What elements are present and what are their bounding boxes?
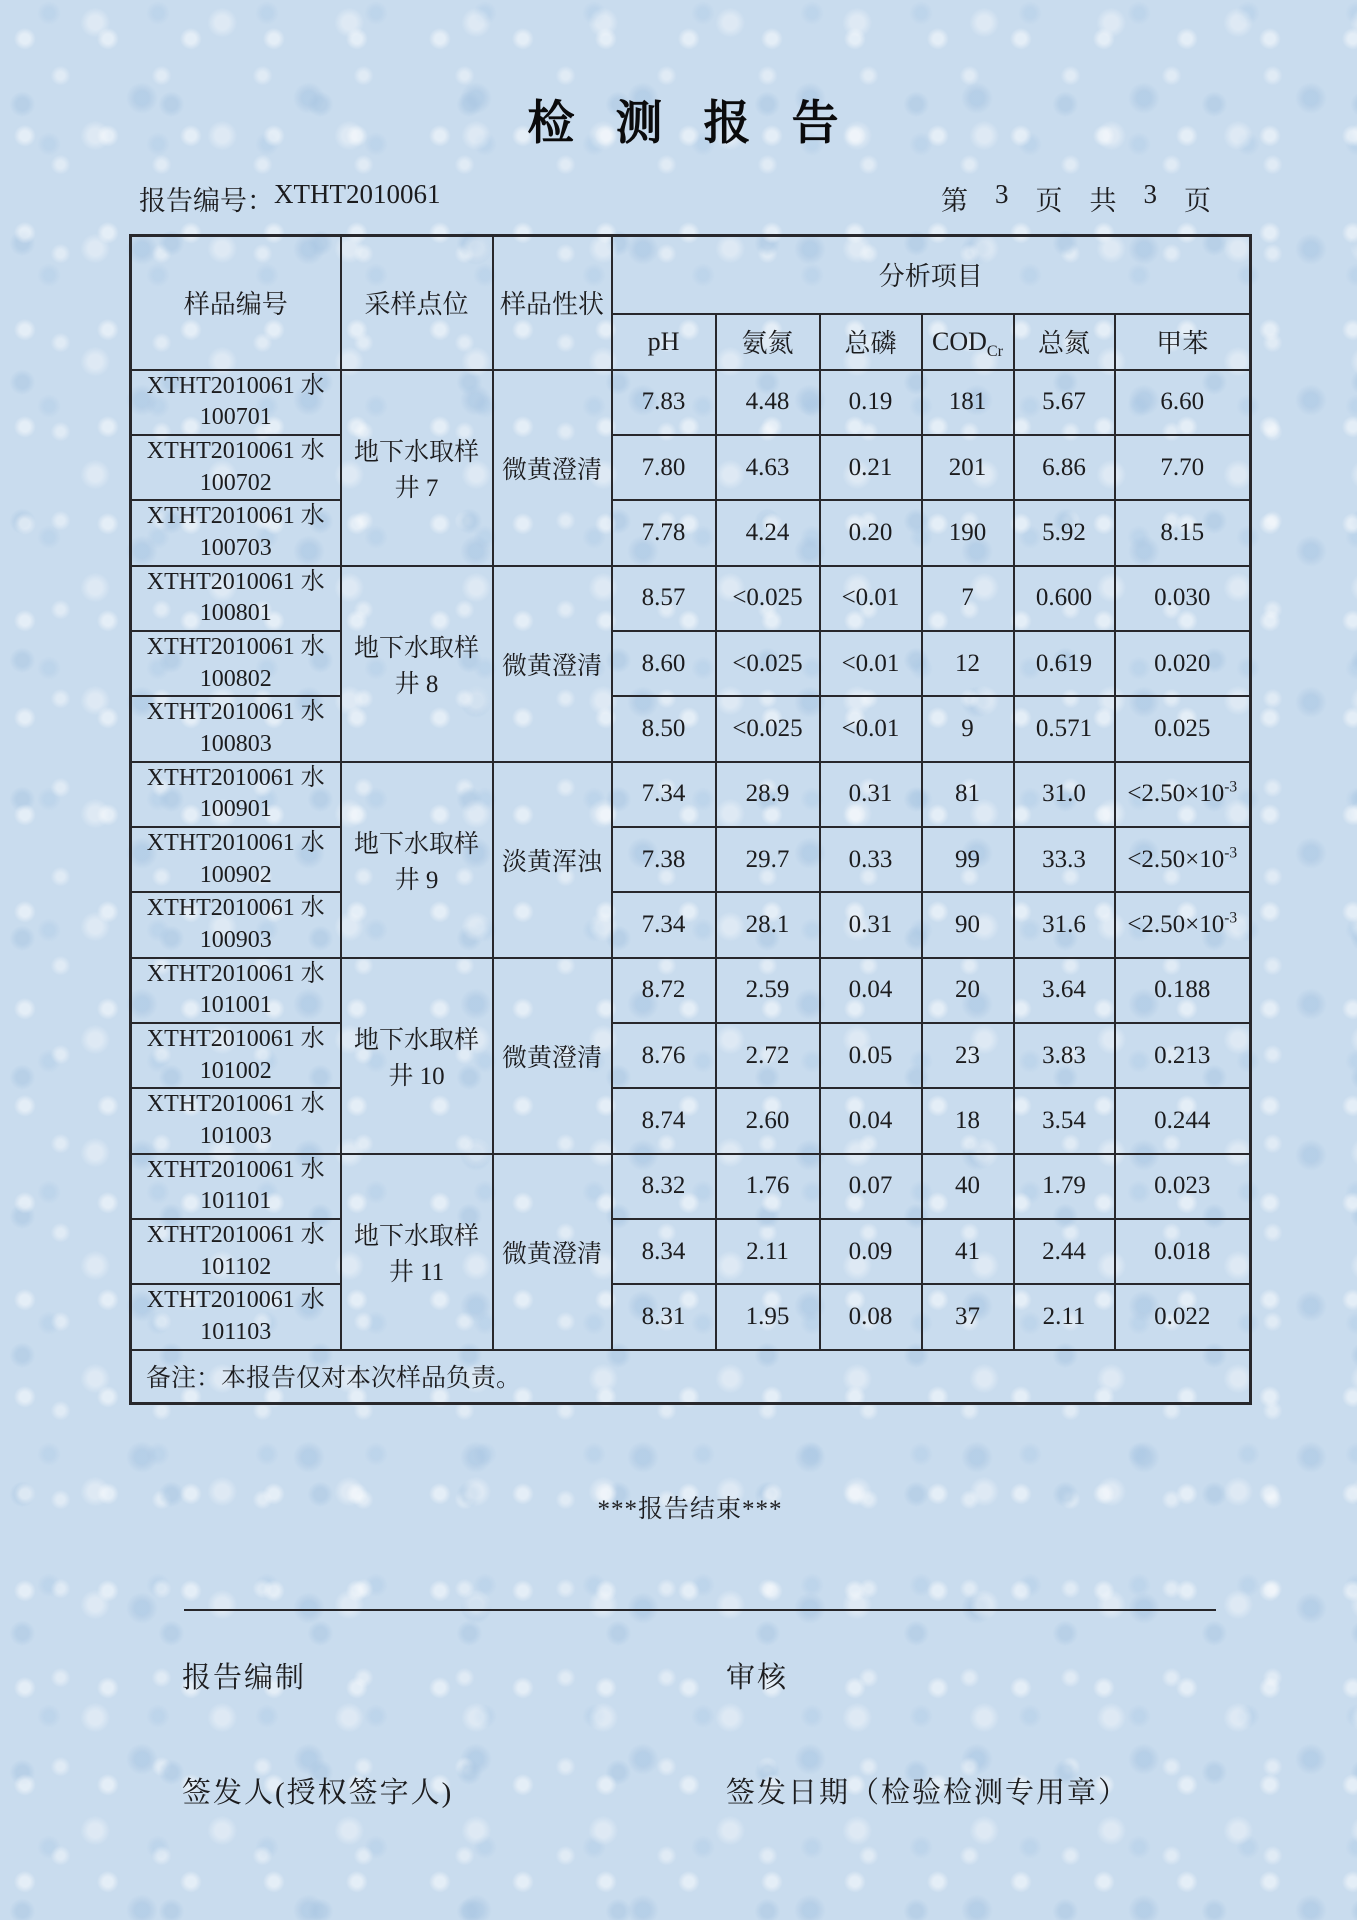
param-header-cod [922, 314, 1014, 370]
value-cell: $<2.50\times 10^{-3}$ [1115, 762, 1251, 827]
value-cell: 8.57 [612, 566, 716, 631]
value-cell: 2.72 [716, 1023, 820, 1088]
sample-character-cell: 微黄澄清 [493, 566, 612, 762]
value-cell: 9 [922, 696, 1014, 761]
value-cell: 1.95 [716, 1284, 820, 1349]
sample-character-cell: 微黄澄清 [493, 958, 612, 1154]
value-cell: 3.54 [1014, 1088, 1115, 1153]
sampling-point-cell: 地下水取样 井 11 [341, 1154, 493, 1350]
sample-id-cell: XTHT2010061 水 100801 [131, 566, 341, 631]
footer-row-issue [129, 1770, 1251, 1811]
value-cell: 2.59 [716, 958, 820, 1023]
table-row [131, 827, 1251, 892]
value-cell: 0.20 [820, 500, 922, 565]
value-cell: 2.11 [716, 1219, 820, 1284]
table-row [131, 762, 1251, 827]
value-cell: 190 [922, 500, 1014, 565]
sample-character-cell: 微黄澄清 [493, 370, 612, 566]
value-cell: 5.92 [1014, 500, 1115, 565]
value-cell: <0.01 [820, 631, 922, 696]
value-cell: 0.020 [1115, 631, 1251, 696]
sample-character-cell: 微黄澄清 [493, 1154, 612, 1350]
value-cell: 0.188 [1115, 958, 1251, 1023]
table-row [131, 1088, 1251, 1153]
value-cell: 8.76 [612, 1023, 716, 1088]
table-row [131, 631, 1251, 696]
sample-id-cell: XTHT2010061 水 101003 [131, 1088, 341, 1153]
table-row [131, 500, 1251, 565]
value-cell: 12 [922, 631, 1014, 696]
value-cell: 4.48 [716, 370, 820, 435]
value-cell: 28.1 [716, 892, 820, 957]
analysis-results-table [129, 234, 1252, 1405]
value-cell: 3.64 [1014, 958, 1115, 1023]
value-cell: 0.31 [820, 892, 922, 957]
value-cell: 99 [922, 827, 1014, 892]
value-cell: 0.04 [820, 1088, 922, 1153]
sample-id-cell: XTHT2010061 水 100703 [131, 500, 341, 565]
value-cell: <0.025 [716, 696, 820, 761]
value-cell: 0.07 [820, 1154, 922, 1219]
value-cell: 4.63 [716, 435, 820, 500]
table-head [131, 236, 1251, 370]
sample-id-cell: XTHT2010061 水 101001 [131, 958, 341, 1023]
value-cell: 0.022 [1115, 1284, 1251, 1349]
sample-id-cell: XTHT2010061 水 101102 [131, 1219, 341, 1284]
value-cell: 0.09 [820, 1219, 922, 1284]
col-header-sampling-point: 采样点位 [341, 236, 493, 370]
value-cell: $<2.50\times 10^{-3}$ [1115, 892, 1251, 957]
report-title: 检 测 报 告 [527, 96, 853, 149]
table-row [131, 1219, 1251, 1284]
value-cell: 0.619 [1014, 631, 1115, 696]
value-cell: 7.70 [1115, 435, 1251, 500]
page-current: 3 [995, 179, 1009, 209]
value-cell: 5.67 [1014, 370, 1115, 435]
value-cell: 8.74 [612, 1088, 716, 1153]
value-cell: 7.38 [612, 827, 716, 892]
col-header-sample-character: 样品性状 [493, 236, 612, 370]
value-cell: 6.86 [1014, 435, 1115, 500]
value-cell: 0.213 [1115, 1023, 1251, 1088]
sample-id-cell: XTHT2010061 水 100902 [131, 827, 341, 892]
value-cell: 7.34 [612, 892, 716, 957]
page-word-gong: 共 [1089, 186, 1117, 216]
value-cell: 0.025 [1115, 696, 1251, 761]
param-header-ph: pH [612, 314, 716, 370]
report-content [129, 0, 1251, 1811]
sampling-point-cell: 地下水取样 井 7 [341, 370, 493, 566]
sample-id-cell: XTHT2010061 水 101103 [131, 1284, 341, 1349]
value-cell: <0.01 [820, 696, 922, 761]
value-cell: 41 [922, 1219, 1014, 1284]
table-body [131, 370, 1251, 1350]
value-cell: 90 [922, 892, 1014, 957]
value-cell: 7 [922, 566, 1014, 631]
table-row [131, 1023, 1251, 1088]
sample-id-cell: XTHT2010061 水 100702 [131, 435, 341, 500]
value-cell: 29.7 [716, 827, 820, 892]
signature-divider [184, 1609, 1216, 1611]
value-cell: 8.50 [612, 696, 716, 761]
value-cell: 8.60 [612, 631, 716, 696]
footer-row-prepared [129, 1655, 1251, 1696]
value-cell: 1.79 [1014, 1154, 1115, 1219]
value-cell: 0.19 [820, 370, 922, 435]
sample-id-cell: XTHT2010061 水 100803 [131, 696, 341, 761]
table-row [131, 370, 1251, 435]
value-cell: 0.33 [820, 827, 922, 892]
value-cell: 18 [922, 1088, 1014, 1153]
value-cell: 0.023 [1115, 1154, 1251, 1219]
value-cell: 23 [922, 1023, 1014, 1088]
sampling-point-cell: 地下水取样 井 9 [341, 762, 493, 958]
sample-id-cell: XTHT2010061 水 100802 [131, 631, 341, 696]
value-cell: $<2.50\times 10^{-3}$ [1115, 827, 1251, 892]
value-cell: 8.31 [612, 1284, 716, 1349]
value-cell: 0.05 [820, 1023, 922, 1088]
issuer-label: 签发人(授权签字人) [182, 1777, 454, 1810]
value-cell: 3.83 [1014, 1023, 1115, 1088]
sampling-point-cell: 地下水取样 井 8 [341, 566, 493, 762]
page-indicator [941, 179, 1211, 218]
value-cell: 0.31 [820, 762, 922, 827]
value-cell: 37 [922, 1284, 1014, 1349]
param-header-total-phosphorus: 总磷 [820, 314, 922, 370]
value-cell: 2.60 [716, 1088, 820, 1153]
sample-id-cell: XTHT2010061 水 101101 [131, 1154, 341, 1219]
value-cell: <0.01 [820, 566, 922, 631]
value-cell: 1.76 [716, 1154, 820, 1219]
sample-character-cell: 淡黄浑浊 [493, 762, 612, 958]
table-row [131, 1284, 1251, 1349]
value-cell: 8.32 [612, 1154, 716, 1219]
value-cell: 201 [922, 435, 1014, 500]
table-row [131, 566, 1251, 631]
value-cell: 40 [922, 1154, 1014, 1219]
value-cell: 0.030 [1115, 566, 1251, 631]
value-cell: 31.6 [1014, 892, 1115, 957]
value-cell: 181 [922, 370, 1014, 435]
value-cell: 0.04 [820, 958, 922, 1023]
prepared-by-label: 报告编制 [182, 1662, 307, 1695]
value-cell: 2.44 [1014, 1219, 1115, 1284]
page-word-ye: 页 [1035, 186, 1063, 216]
sample-id-cell: XTHT2010061 水 100901 [131, 762, 341, 827]
issue-date-label: 签发日期（检验检测专用章） [726, 1777, 1130, 1810]
param-header-ammonia-nitrogen: 氨氮 [716, 314, 820, 370]
report-number-label: 报告编号： [139, 186, 274, 216]
table-note-section [131, 1350, 1251, 1404]
value-cell: 0.018 [1115, 1219, 1251, 1284]
value-cell: 6.60 [1115, 370, 1251, 435]
cod-subscript: Cr [986, 342, 1003, 360]
report-number [139, 179, 440, 218]
value-cell: 4.24 [716, 500, 820, 565]
reviewer-label: 审核 [726, 1662, 789, 1695]
sample-id-cell: XTHT2010061 水 101002 [131, 1023, 341, 1088]
value-cell: 31.0 [1014, 762, 1115, 827]
value-cell: 0.600 [1014, 566, 1115, 631]
param-header-toluene: 甲苯 [1115, 314, 1251, 370]
value-cell: 81 [922, 762, 1014, 827]
value-cell: 8.34 [612, 1219, 716, 1284]
value-cell: 7.83 [612, 370, 716, 435]
note-row [131, 1350, 1251, 1404]
report-meta-row [129, 179, 1251, 218]
value-cell: 20 [922, 958, 1014, 1023]
value-cell: 7.34 [612, 762, 716, 827]
col-header-analysis-items: 分析项目 [612, 236, 1251, 314]
value-cell: <0.025 [716, 631, 820, 696]
table-row [131, 958, 1251, 1023]
page-word-ye2: 页 [1184, 186, 1211, 216]
table-row [131, 435, 1251, 500]
value-cell: 0.571 [1014, 696, 1115, 761]
table-row [131, 892, 1251, 957]
report-number-value: XTHT2010061 [274, 179, 441, 209]
value-cell: 28.9 [716, 762, 820, 827]
page-total: 3 [1143, 179, 1157, 209]
page-word-di: 第 [941, 186, 968, 216]
value-cell: <0.025 [716, 566, 820, 631]
sampling-point-cell: 地下水取样 井 10 [341, 958, 493, 1154]
table-row [131, 696, 1251, 761]
value-cell: 7.80 [612, 435, 716, 500]
value-cell: 0.244 [1115, 1088, 1251, 1153]
end-of-report-text: ***报告结束*** [597, 1496, 783, 1524]
value-cell: 33.3 [1014, 827, 1115, 892]
note-cell: 备注：本报告仅对本次样品负责。 [131, 1350, 1251, 1404]
header-row-top [131, 236, 1251, 314]
value-cell: 8.72 [612, 958, 716, 1023]
value-cell: 2.11 [1014, 1284, 1115, 1349]
table-row [131, 1154, 1251, 1219]
value-cell: 0.21 [820, 435, 922, 500]
exponent: -3 [1224, 844, 1238, 862]
exponent: -3 [1224, 778, 1238, 796]
exponent: -3 [1224, 909, 1238, 927]
cod-label: COD [931, 326, 987, 356]
col-header-sample-id: 样品编号 [131, 236, 341, 370]
sample-id-cell: XTHT2010061 水 100701 [131, 370, 341, 435]
value-cell: 0.08 [820, 1284, 922, 1349]
param-header-total-nitrogen: 总氮 [1014, 314, 1115, 370]
value-cell: 8.15 [1115, 500, 1251, 565]
sample-id-cell: XTHT2010061 水 100903 [131, 892, 341, 957]
value-cell: 7.78 [612, 500, 716, 565]
